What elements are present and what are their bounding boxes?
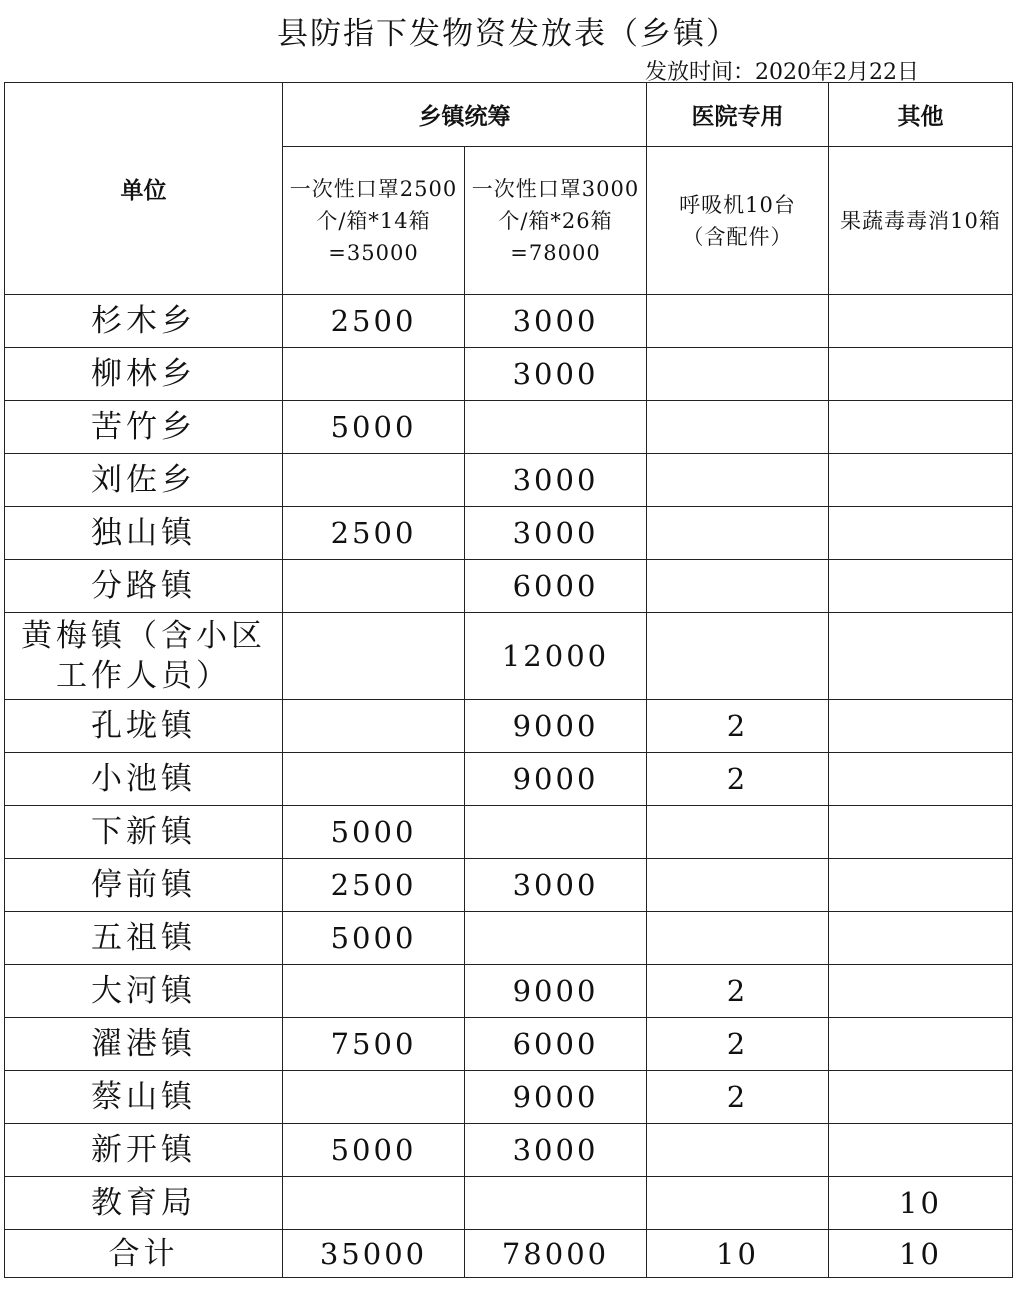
total-mask-3000: 78000 bbox=[465, 1230, 647, 1278]
ventilator-cell bbox=[647, 912, 829, 965]
mask-2500-cell: 2500 bbox=[283, 295, 465, 348]
ventilator-cell bbox=[647, 613, 829, 700]
mask-2500-cell: 5000 bbox=[283, 912, 465, 965]
mask-2500-cell bbox=[283, 613, 465, 700]
disinfectant-cell bbox=[829, 912, 1013, 965]
mask-3000-cell: 9000 bbox=[465, 700, 647, 753]
ventilator-cell bbox=[647, 507, 829, 560]
table-row bbox=[5, 965, 1013, 1018]
table-row bbox=[5, 1071, 1013, 1124]
mask-3000-cell: 12000 bbox=[465, 613, 647, 700]
disinfectant-cell bbox=[829, 454, 1013, 507]
unit-cell: 蔡山镇 bbox=[5, 1071, 283, 1124]
ventilator-cell: 2 bbox=[647, 965, 829, 1018]
header-ventilator-label: 呼吸机10台（含配件） bbox=[679, 192, 796, 249]
ventilator-cell bbox=[647, 1177, 829, 1230]
mask-3000-cell: 3000 bbox=[465, 454, 647, 507]
mask-3000-cell bbox=[465, 1177, 647, 1230]
disinfectant-cell bbox=[829, 700, 1013, 753]
unit-cell: 五祖镇 bbox=[5, 912, 283, 965]
unit-cell: 大河镇 bbox=[5, 965, 283, 1018]
table-row bbox=[5, 806, 1013, 859]
mask-3000-cell: 3000 bbox=[465, 1124, 647, 1177]
unit-cell: 濯港镇 bbox=[5, 1018, 283, 1071]
mask-3000-cell bbox=[465, 401, 647, 454]
page-title: 县防指下发物资发放表（乡镇） bbox=[277, 16, 739, 52]
mask-3000-cell: 6000 bbox=[465, 1018, 647, 1071]
mask-3000-cell: 3000 bbox=[465, 348, 647, 401]
mask-3000-cell: 3000 bbox=[465, 507, 647, 560]
disinfectant-cell: 10 bbox=[829, 1177, 1013, 1230]
mask-3000-cell: 6000 bbox=[465, 560, 647, 613]
mask-3000-cell: 3000 bbox=[465, 295, 647, 348]
disinfectant-cell bbox=[829, 1018, 1013, 1071]
table-row bbox=[5, 401, 1013, 454]
ventilator-cell bbox=[647, 295, 829, 348]
disinfectant-cell bbox=[829, 401, 1013, 454]
ventilator-cell: 2 bbox=[647, 1018, 829, 1071]
mask-2500-cell bbox=[283, 965, 465, 1018]
mask-2500-cell bbox=[283, 560, 465, 613]
unit-cell: 停前镇 bbox=[5, 859, 283, 912]
mask-3000-cell: 9000 bbox=[465, 965, 647, 1018]
total-disinfectant: 10 bbox=[829, 1230, 1013, 1278]
table-row bbox=[5, 700, 1013, 753]
ventilator-cell bbox=[647, 859, 829, 912]
unit-cell: 柳林乡 bbox=[5, 348, 283, 401]
disinfectant-cell bbox=[829, 1071, 1013, 1124]
mask-2500-cell: 2500 bbox=[283, 507, 465, 560]
disinfectant-cell bbox=[829, 806, 1013, 859]
distribution-table bbox=[4, 82, 1013, 1278]
disinfectant-cell bbox=[829, 507, 1013, 560]
mask-2500-cell bbox=[283, 454, 465, 507]
unit-cell: 刘佐乡 bbox=[5, 454, 283, 507]
unit-cell: 孔垅镇 bbox=[5, 700, 283, 753]
table-row bbox=[5, 613, 1013, 700]
mask-2500-cell bbox=[283, 753, 465, 806]
total-row bbox=[5, 1230, 1013, 1278]
disinfectant-cell bbox=[829, 295, 1013, 348]
mask-2500-cell bbox=[283, 1071, 465, 1124]
mask-2500-cell: 5000 bbox=[283, 401, 465, 454]
header-ventilator bbox=[647, 147, 829, 295]
mask-3000-cell bbox=[465, 912, 647, 965]
mask-2500-cell: 5000 bbox=[283, 806, 465, 859]
header-group-other: 其他 bbox=[829, 83, 1013, 147]
unit-cell: 分路镇 bbox=[5, 560, 283, 613]
header-disinfectant bbox=[829, 147, 1013, 295]
ventilator-cell bbox=[647, 454, 829, 507]
unit-cell: 苦竹乡 bbox=[5, 401, 283, 454]
ventilator-cell bbox=[647, 806, 829, 859]
disinfectant-cell bbox=[829, 859, 1013, 912]
issue-date: 发放时间：2020年2月22日 bbox=[645, 60, 919, 85]
header-mask-2500 bbox=[283, 147, 465, 295]
mask-3000-cell: 9000 bbox=[465, 753, 647, 806]
ventilator-cell bbox=[647, 348, 829, 401]
header-mask-2500-label: 一次性口罩2500个/箱*14箱=35000 bbox=[289, 176, 458, 265]
disinfectant-cell bbox=[829, 348, 1013, 401]
table-row bbox=[5, 912, 1013, 965]
mask-3000-cell: 9000 bbox=[465, 1071, 647, 1124]
ventilator-cell: 2 bbox=[647, 700, 829, 753]
header-mask-3000-label: 一次性口罩3000个/箱*26箱=78000 bbox=[471, 176, 640, 265]
table-row bbox=[5, 454, 1013, 507]
table-row bbox=[5, 507, 1013, 560]
mask-2500-cell: 7500 bbox=[283, 1018, 465, 1071]
table-row bbox=[5, 859, 1013, 912]
table-row bbox=[5, 1124, 1013, 1177]
mask-2500-cell: 2500 bbox=[283, 859, 465, 912]
unit-cell: 下新镇 bbox=[5, 806, 283, 859]
mask-3000-cell bbox=[465, 806, 647, 859]
table-row bbox=[5, 348, 1013, 401]
table-row bbox=[5, 1018, 1013, 1071]
table-row bbox=[5, 295, 1013, 348]
header-mask-3000 bbox=[465, 147, 647, 295]
disinfectant-cell bbox=[829, 965, 1013, 1018]
disinfectant-cell bbox=[829, 1124, 1013, 1177]
disinfectant-cell bbox=[829, 613, 1013, 700]
total-ventilator: 10 bbox=[647, 1230, 829, 1278]
mask-2500-cell: 5000 bbox=[283, 1124, 465, 1177]
ventilator-cell bbox=[647, 401, 829, 454]
ventilator-cell: 2 bbox=[647, 1071, 829, 1124]
total-mask-2500: 35000 bbox=[283, 1230, 465, 1278]
unit-cell: 小池镇 bbox=[5, 753, 283, 806]
unit-cell: 杉木乡 bbox=[5, 295, 283, 348]
table-row bbox=[5, 1177, 1013, 1230]
mask-2500-cell bbox=[283, 348, 465, 401]
table-row bbox=[5, 560, 1013, 613]
disinfectant-cell bbox=[829, 560, 1013, 613]
ventilator-cell bbox=[647, 1124, 829, 1177]
header-group-hospital: 医院专用 bbox=[647, 83, 829, 147]
header-unit: 单位 bbox=[5, 83, 283, 295]
table-row bbox=[5, 753, 1013, 806]
disinfectant-cell bbox=[829, 753, 1013, 806]
mask-3000-cell: 3000 bbox=[465, 859, 647, 912]
header-row-groups bbox=[5, 83, 1013, 147]
ventilator-cell bbox=[647, 560, 829, 613]
unit-cell: 教育局 bbox=[5, 1177, 283, 1230]
unit-cell: 新开镇 bbox=[5, 1124, 283, 1177]
mask-2500-cell bbox=[283, 1177, 465, 1230]
unit-cell: 黄梅镇（含小区工作人员） bbox=[5, 613, 283, 700]
header-group-township: 乡镇统筹 bbox=[283, 83, 647, 147]
total-label: 合计 bbox=[5, 1230, 283, 1278]
unit-cell: 独山镇 bbox=[5, 507, 283, 560]
mask-2500-cell bbox=[283, 700, 465, 753]
ventilator-cell: 2 bbox=[647, 753, 829, 806]
header-disinfectant-label: 果蔬毒毒消10箱 bbox=[840, 208, 1001, 233]
